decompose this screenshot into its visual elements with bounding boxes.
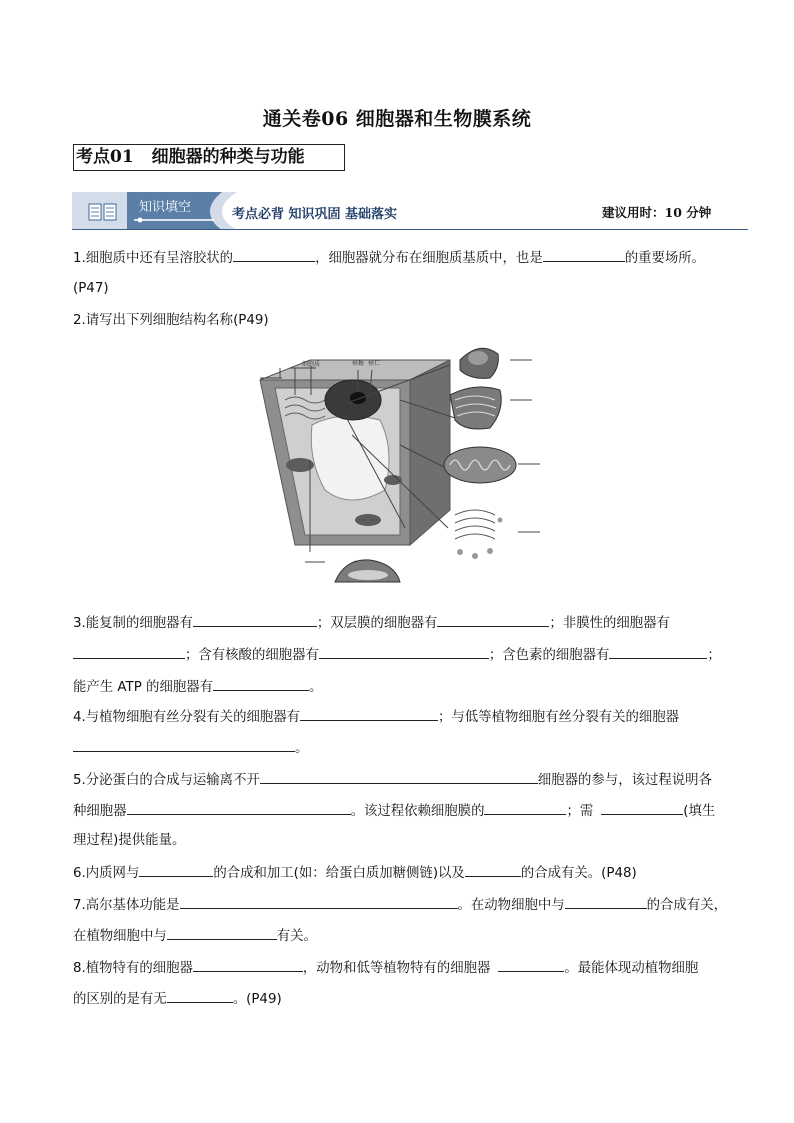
question-5 bbox=[73, 769, 712, 791]
section-name: 细胞器的种类与功能 bbox=[151, 147, 305, 167]
q3-text-f: ； bbox=[707, 648, 721, 663]
q3-blank-3[interactable] bbox=[73, 644, 185, 659]
banner-tag: 知识填空 bbox=[139, 200, 192, 215]
q3-text-d: ；含有核酸的细胞器有 bbox=[185, 648, 319, 663]
q8-blank-2[interactable] bbox=[498, 957, 564, 972]
banner-subtitle: 考点必背 知识巩固 基础落实 bbox=[232, 207, 398, 222]
q7-text-c: 的合成有关， bbox=[646, 898, 727, 913]
q6-blank-2[interactable] bbox=[465, 862, 521, 877]
question-5-line3: 理过程)提供能量。 bbox=[73, 833, 186, 848]
q8-blank-3[interactable] bbox=[167, 988, 233, 1003]
q7-text-e: 有关。 bbox=[276, 929, 317, 944]
q4-text-b: ；与低等植物细胞有丝分裂有关的细胞器 bbox=[438, 710, 680, 725]
label-nucleolus: 核仁 bbox=[368, 360, 381, 367]
q1-text-a: 1.细胞质中还有呈溶胶状的 bbox=[73, 251, 234, 266]
q5-text-f: (填生 bbox=[683, 804, 716, 819]
page-title: 通关卷06 细胞器和生物膜系统 bbox=[262, 108, 532, 130]
q7-text-a: 7.高尔基体功能是 bbox=[73, 898, 180, 913]
q8-text-b: ，动物和低等植物特有的细胞器 bbox=[302, 961, 491, 976]
question-1 bbox=[73, 247, 705, 269]
q5-blank-2[interactable] bbox=[127, 800, 351, 815]
q7-blank-1[interactable] bbox=[180, 894, 458, 909]
q3-blank-5[interactable] bbox=[609, 644, 707, 659]
q3-blank-4[interactable] bbox=[319, 644, 489, 659]
q3-blank-2[interactable] bbox=[437, 612, 549, 627]
q5-blank-3[interactable] bbox=[484, 800, 566, 815]
q3-text-a: 3.能复制的细胞器有 bbox=[73, 616, 193, 631]
q8-text-e: 。(P49) bbox=[232, 992, 282, 1007]
q3-blank-6[interactable] bbox=[213, 676, 309, 691]
q6-blank-1[interactable] bbox=[139, 862, 213, 877]
q5-text-a: 5.分泌蛋白的合成与运输离不开 bbox=[73, 773, 260, 788]
q8-text-d: 的区别的是有无 bbox=[73, 992, 167, 1007]
q8-blank-1[interactable] bbox=[193, 957, 303, 972]
question-1-ref: (P47) bbox=[73, 281, 109, 296]
q7-text-d: 在植物细胞中与 bbox=[73, 929, 167, 944]
chloroplast-c bbox=[384, 475, 402, 485]
question-8 bbox=[73, 957, 698, 979]
vesicle-1 bbox=[457, 549, 463, 555]
q6-text-c: 的合成有关。(P48) bbox=[520, 866, 637, 881]
q3-text-c: ；非膜性的细胞器有 bbox=[549, 616, 670, 631]
q1-text-b: ，细胞器就分布在细胞质基质中，也是 bbox=[315, 251, 543, 266]
q7-blank-2[interactable] bbox=[565, 894, 647, 909]
q1-blank-1[interactable] bbox=[233, 247, 315, 262]
question-3 bbox=[73, 612, 670, 634]
book-icon bbox=[88, 203, 118, 221]
q3-text-g: 能产生 ATP 的细胞器有 bbox=[73, 680, 214, 695]
q7-text-b: 。在动物细胞中与 bbox=[457, 898, 565, 913]
q5-text-c: 种细胞器 bbox=[73, 804, 127, 819]
question-4 bbox=[73, 706, 679, 728]
q5-text-d: 。该过程依赖细胞膜的 bbox=[350, 804, 485, 819]
q4-blank-1[interactable] bbox=[300, 706, 438, 721]
q6-text-b: 的合成和加工(如：给蛋白质加糖侧链)以及 bbox=[213, 866, 465, 881]
question-3-line2 bbox=[73, 644, 721, 666]
q5-blank-4[interactable] bbox=[601, 800, 683, 815]
vesicle-4 bbox=[498, 518, 503, 523]
q4-blank-2[interactable] bbox=[73, 737, 295, 752]
q7-blank-3[interactable] bbox=[167, 925, 277, 940]
q3-text-h: 。 bbox=[309, 680, 323, 695]
q1-text-c: 的重要场所。 bbox=[624, 251, 706, 266]
question-4-line2 bbox=[73, 737, 308, 759]
suggested-time: 建议用时：10 分钟 bbox=[602, 205, 712, 220]
label-cytoplasm: 细胞质 bbox=[302, 361, 321, 368]
q4-text-c: 。 bbox=[295, 741, 309, 756]
q3-text-e: ；含色素的细胞器有 bbox=[488, 648, 610, 663]
question-7-line2 bbox=[73, 925, 317, 947]
question-3-line3 bbox=[73, 676, 322, 698]
organelle-golgi bbox=[450, 387, 501, 429]
question-6 bbox=[73, 862, 637, 884]
question-5-line2 bbox=[73, 800, 715, 822]
q1-blank-2[interactable] bbox=[543, 247, 625, 262]
section-heading bbox=[73, 144, 345, 171]
q4-text-a: 4.与植物细胞有丝分裂有关的细胞器有 bbox=[73, 710, 301, 725]
q3-blank-1[interactable] bbox=[193, 612, 317, 627]
q6-text-a: 6.内质网与 bbox=[73, 866, 140, 881]
chloroplast-stroma bbox=[348, 570, 388, 580]
q5-text-e: ；需 bbox=[566, 804, 594, 819]
question-8-line2 bbox=[73, 988, 282, 1010]
section-label: 考点01 bbox=[76, 147, 134, 167]
plant-cell-diagram bbox=[250, 340, 550, 590]
q5-text-b: 细胞器的参与，该过程说明各 bbox=[537, 773, 712, 788]
label-ribosome: 核糖 bbox=[352, 360, 365, 367]
knowledge-banner bbox=[72, 192, 748, 230]
q3-text-b: ；双层膜的细胞器有 bbox=[316, 616, 438, 631]
question-7 bbox=[73, 894, 727, 916]
organelle-er bbox=[455, 510, 495, 539]
organelle-nucleus-highlight bbox=[468, 351, 488, 365]
nucleolus bbox=[350, 392, 366, 404]
q8-text-a: 8.植物特有的细胞器 bbox=[73, 961, 193, 976]
vesicle-3 bbox=[487, 548, 493, 554]
chloroplast-b bbox=[355, 514, 381, 526]
q8-text-c: 。最能体现动植物细胞 bbox=[564, 961, 699, 976]
question-2: 2.请写出下列细胞结构名称(P49) bbox=[73, 313, 269, 328]
vesicle-2 bbox=[472, 553, 478, 559]
q5-blank-1[interactable] bbox=[260, 769, 538, 784]
